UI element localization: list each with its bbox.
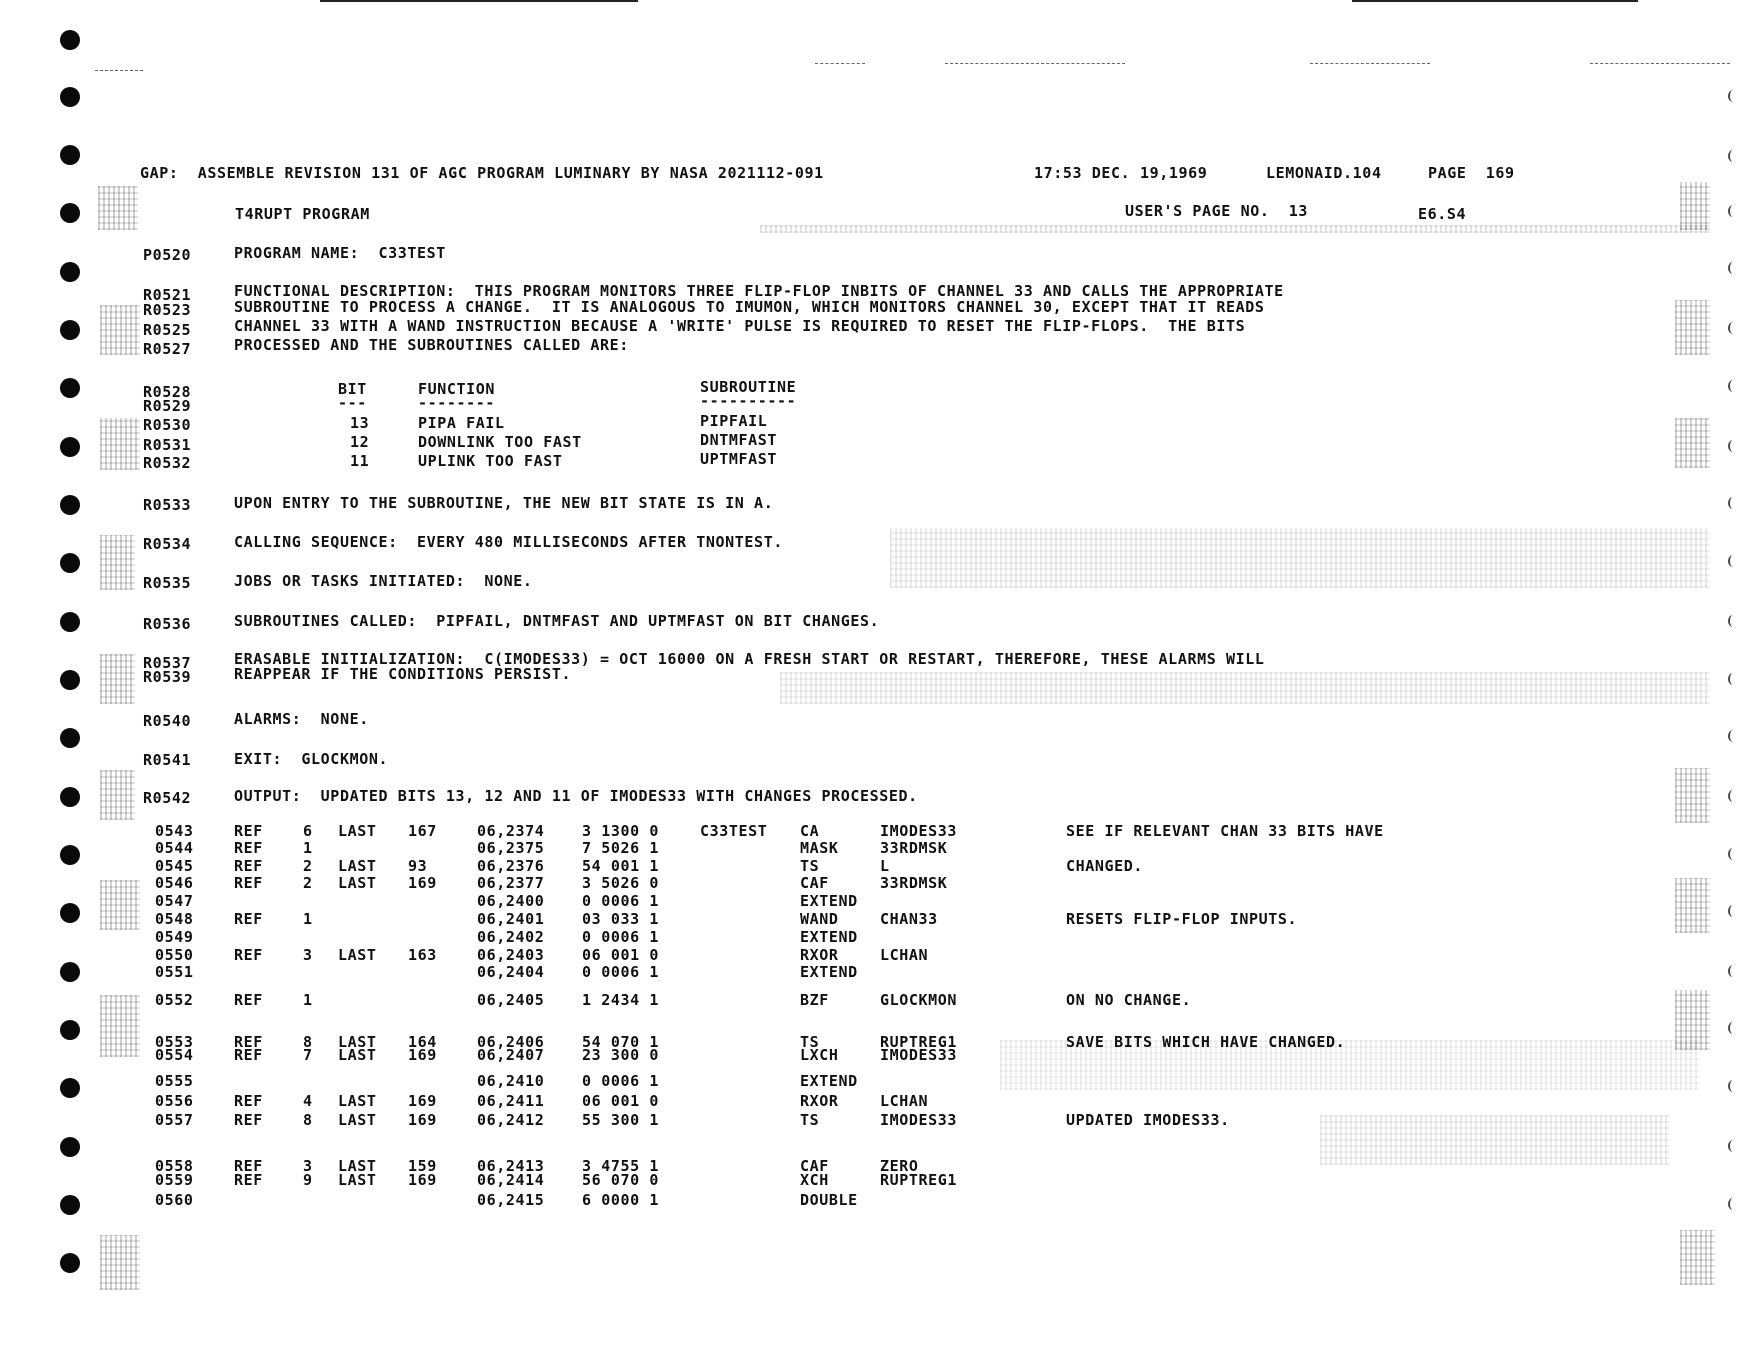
edge-mark bbox=[1728, 90, 1738, 102]
edge-mark bbox=[1728, 262, 1738, 274]
subroutine-value: PIPFAIL bbox=[700, 412, 768, 430]
listing-last-page: 169 bbox=[408, 1111, 437, 1129]
bit-value: 12 bbox=[350, 433, 370, 451]
listing-last: LAST bbox=[338, 822, 377, 840]
line-id: R0530 bbox=[143, 416, 192, 434]
scan-noise bbox=[1320, 1115, 1670, 1165]
listing-octal-code: 06 001 0 bbox=[582, 1092, 660, 1110]
listing-opcode: RXOR bbox=[800, 1092, 839, 1110]
line-id: P0520 bbox=[143, 246, 192, 264]
listing-opcode: TS bbox=[800, 857, 820, 875]
listing-ref-count: 4 bbox=[303, 1092, 313, 1110]
listing-address: 06,2404 bbox=[477, 963, 545, 981]
edge-mark bbox=[1728, 440, 1738, 452]
line-id: R0537 bbox=[143, 654, 192, 672]
listing-ref-count: 1 bbox=[303, 910, 313, 928]
top-rule-left bbox=[320, 0, 638, 2]
listing-address: 06,2400 bbox=[477, 892, 545, 910]
subroutine-header-rule: ---------- bbox=[700, 392, 797, 410]
listing-opcode: TS bbox=[800, 1111, 820, 1129]
section-id: E6.S4 bbox=[1418, 205, 1467, 223]
note-text: OUTPUT: UPDATED BITS 13, 12 AND 11 OF IMODES33 WITH CHANGES PROCESSED. bbox=[234, 787, 918, 805]
listing-octal-code: 23 300 0 bbox=[582, 1046, 660, 1064]
subroutine-value: DNTMFAST bbox=[700, 431, 778, 449]
listing-octal-code: 6 0000 1 bbox=[582, 1191, 660, 1209]
listing-operand: IMODES33 bbox=[880, 1046, 958, 1064]
listing-ref: REF bbox=[234, 1046, 263, 1064]
listing-ref-count: 7 bbox=[303, 1046, 313, 1064]
punch-hole bbox=[60, 845, 80, 865]
dash-4 bbox=[1310, 63, 1430, 64]
line-id: R0532 bbox=[143, 454, 192, 472]
listing-line-number: 0543 bbox=[155, 822, 194, 840]
punch-hole bbox=[60, 437, 80, 457]
function-column-header: FUNCTION bbox=[418, 380, 496, 398]
edge-mark bbox=[1728, 1080, 1738, 1092]
listing-octal-code: 54 070 1 bbox=[582, 1033, 660, 1051]
line-id: R0540 bbox=[143, 712, 192, 730]
listing-ref: REF bbox=[234, 1157, 263, 1175]
listing-last-page: 167 bbox=[408, 822, 437, 840]
listing-octal-code: 0 0006 1 bbox=[582, 1072, 660, 1090]
bit-header-rule: --- bbox=[338, 394, 367, 412]
bit-value: 13 bbox=[350, 414, 370, 432]
listing-operand: L bbox=[880, 857, 890, 875]
punch-hole bbox=[60, 1137, 80, 1157]
listing-ref-count: 1 bbox=[303, 839, 313, 857]
listing-line-number: 0547 bbox=[155, 892, 194, 910]
line-id: R0536 bbox=[143, 615, 192, 633]
listing-ref-count: 6 bbox=[303, 822, 313, 840]
listing-octal-code: 1 2434 1 bbox=[582, 991, 660, 1009]
scan-noise bbox=[760, 225, 1710, 233]
scan-noise bbox=[1675, 418, 1710, 468]
listing-octal-code: 0 0006 1 bbox=[582, 928, 660, 946]
scan-noise bbox=[1675, 878, 1710, 933]
listing-line-number: 0545 bbox=[155, 857, 194, 875]
edge-mark bbox=[1728, 497, 1738, 509]
listing-opcode: CA bbox=[800, 822, 820, 840]
listing-opcode: CAF bbox=[800, 874, 829, 892]
punch-hole bbox=[60, 1020, 80, 1040]
comment-text: FUNCTIONAL DESCRIPTION: THIS PROGRAM MONITORS THREE FLIP-FLOP INBITS OF CHANNEL 33 AND CALLS THE APPROPRIATE bbox=[234, 282, 1284, 300]
punch-hole bbox=[60, 728, 80, 748]
scan-noise bbox=[780, 672, 1710, 704]
listing-opcode: XCH bbox=[800, 1171, 829, 1189]
line-id: R0527 bbox=[143, 340, 192, 358]
bit-value: 11 bbox=[350, 452, 370, 470]
listing-last: LAST bbox=[338, 1157, 377, 1175]
punch-hole bbox=[60, 320, 80, 340]
listing-ref: REF bbox=[234, 1033, 263, 1051]
listing-last-page: 164 bbox=[408, 1033, 437, 1051]
listing-ref: REF bbox=[234, 857, 263, 875]
edge-mark bbox=[1728, 790, 1738, 802]
edge-mark bbox=[1728, 730, 1738, 742]
punch-hole bbox=[60, 1078, 80, 1098]
listing-operand: ZERO bbox=[880, 1157, 919, 1175]
listing-line-number: 0559 bbox=[155, 1171, 194, 1189]
edge-mark bbox=[1728, 1022, 1738, 1034]
listing-address: 06,2403 bbox=[477, 946, 545, 964]
assembly-header-title: GAP: ASSEMBLE REVISION 131 OF AGC PROGRAM LUMINARY BY NASA 2021112-091 bbox=[140, 164, 824, 182]
listing-address: 06,2377 bbox=[477, 874, 545, 892]
listing-line-number: 0556 bbox=[155, 1092, 194, 1110]
listing-address: 06,2402 bbox=[477, 928, 545, 946]
scan-noise bbox=[100, 1235, 140, 1290]
listing-ref-count: 1 bbox=[303, 991, 313, 1009]
listing-address: 06,2414 bbox=[477, 1171, 545, 1189]
listing-address: 06,2406 bbox=[477, 1033, 545, 1051]
edge-mark bbox=[1728, 615, 1738, 627]
line-id: R0539 bbox=[143, 668, 192, 686]
dash-3 bbox=[945, 63, 1125, 64]
comment-text: CHANNEL 33 WITH A WAND INSTRUCTION BECAUSE A 'WRITE' PULSE IS REQUIRED TO RESET THE FLIP-FLOPS. THE BITS bbox=[234, 317, 1246, 335]
scan-noise bbox=[1675, 768, 1710, 823]
scan-noise bbox=[100, 770, 135, 820]
edge-mark bbox=[1728, 905, 1738, 917]
listing-last-page: 169 bbox=[408, 1092, 437, 1110]
listing-last: LAST bbox=[338, 1171, 377, 1189]
listing-last: LAST bbox=[338, 874, 377, 892]
listing-ref-count: 3 bbox=[303, 1157, 313, 1175]
listing-address: 06,2407 bbox=[477, 1046, 545, 1064]
listing-opcode: LXCH bbox=[800, 1046, 839, 1064]
note-text: ERASABLE INITIALIZATION: C(IMODES33) = OCT 16000 ON A FRESH START OR RESTART, THEREFORE, THESE ALARMS WILL bbox=[234, 650, 1265, 668]
note-text: EXIT: GLOCKMON. bbox=[234, 750, 389, 768]
line-id: R0528 bbox=[143, 383, 192, 401]
punch-hole bbox=[60, 962, 80, 982]
listing-ref: REF bbox=[234, 1171, 263, 1189]
listing-operand: RUPTREG1 bbox=[880, 1033, 958, 1051]
listing-ref-count: 2 bbox=[303, 874, 313, 892]
listing-last: LAST bbox=[338, 946, 377, 964]
listing-line-number: 0558 bbox=[155, 1157, 194, 1175]
line-id: R0523 bbox=[143, 301, 192, 319]
line-id: R0534 bbox=[143, 535, 192, 553]
listing-octal-code: 0 0006 1 bbox=[582, 892, 660, 910]
listing-opcode: TS bbox=[800, 1033, 820, 1051]
listing-address: 06,2412 bbox=[477, 1111, 545, 1129]
listing-comment: SAVE BITS WHICH HAVE CHANGED. bbox=[1066, 1033, 1346, 1051]
listing-last: LAST bbox=[338, 1046, 377, 1064]
listing-ref-count: 8 bbox=[303, 1033, 313, 1051]
listing-opcode: DOUBLE bbox=[800, 1191, 858, 1209]
listing-last: LAST bbox=[338, 1092, 377, 1110]
listing-operand: RUPTREG1 bbox=[880, 1171, 958, 1189]
listing-line-number: 0548 bbox=[155, 910, 194, 928]
note-text: REAPPEAR IF THE CONDITIONS PERSIST. bbox=[234, 665, 572, 683]
listing-ref-count: 9 bbox=[303, 1171, 313, 1189]
listing-ref: REF bbox=[234, 839, 263, 857]
listing-octal-code: 3 4755 1 bbox=[582, 1157, 660, 1175]
listing-opcode: CAF bbox=[800, 1157, 829, 1175]
punch-hole bbox=[60, 203, 80, 223]
listing-line-number: 0555 bbox=[155, 1072, 194, 1090]
listing-address: 06,2401 bbox=[477, 910, 545, 928]
edge-mark bbox=[1728, 380, 1738, 392]
line-id: R0541 bbox=[143, 751, 192, 769]
listing-octal-code: 3 1300 0 bbox=[582, 822, 660, 840]
listing-address: 06,2375 bbox=[477, 839, 545, 857]
listing-line-number: 0544 bbox=[155, 839, 194, 857]
punch-hole bbox=[60, 1195, 80, 1215]
listing-last-page: 169 bbox=[408, 1046, 437, 1064]
listing-ref: REF bbox=[234, 874, 263, 892]
edge-mark bbox=[1728, 848, 1738, 860]
subroutine-column-header: SUBROUTINE bbox=[700, 378, 797, 396]
listing-line-number: 0552 bbox=[155, 991, 194, 1009]
scan-noise bbox=[100, 995, 140, 1057]
page-number: PAGE 169 bbox=[1428, 164, 1515, 182]
listing-address: 06,2413 bbox=[477, 1157, 545, 1175]
user-page-number: USER'S PAGE NO. 13 bbox=[1125, 202, 1308, 220]
function-value: DOWNLINK TOO FAST bbox=[418, 433, 582, 451]
dash-2 bbox=[815, 63, 865, 64]
listing-address: 06,2410 bbox=[477, 1072, 545, 1090]
listing-ref-count: 8 bbox=[303, 1111, 313, 1129]
line-id: R0525 bbox=[143, 321, 192, 339]
listing-opcode: EXTEND bbox=[800, 892, 858, 910]
listing-last-page: 163 bbox=[408, 946, 437, 964]
listing-operand: 33RDMSK bbox=[880, 839, 948, 857]
note-text: UPON ENTRY TO THE SUBROUTINE, THE NEW BIT STATE IS IN A. bbox=[234, 494, 774, 512]
scan-noise bbox=[1675, 300, 1710, 355]
listing-opcode: RXOR bbox=[800, 946, 839, 964]
listing-octal-code: 54 001 1 bbox=[582, 857, 660, 875]
top-rule-right bbox=[1352, 0, 1638, 2]
listing-opcode: EXTEND bbox=[800, 963, 858, 981]
listing-opcode: WAND bbox=[800, 910, 839, 928]
listing-ref: REF bbox=[234, 822, 263, 840]
scan-noise bbox=[890, 528, 1710, 588]
listing-address: 06,2405 bbox=[477, 991, 545, 1009]
listing-comment: SEE IF RELEVANT CHAN 33 BITS HAVE bbox=[1066, 822, 1384, 840]
listing-line-number: 0557 bbox=[155, 1111, 194, 1129]
listing-ref: REF bbox=[234, 910, 263, 928]
scan-noise bbox=[98, 186, 138, 230]
punch-hole bbox=[60, 262, 80, 282]
edge-mark bbox=[1728, 965, 1738, 977]
listing-operand: LCHAN bbox=[880, 946, 929, 964]
function-value: PIPA FAIL bbox=[418, 414, 505, 432]
listing-ref: REF bbox=[234, 1092, 263, 1110]
listing-last: LAST bbox=[338, 857, 377, 875]
listing-line-number: 0546 bbox=[155, 874, 194, 892]
listing-ref: REF bbox=[234, 946, 263, 964]
listing-comment: RESETS FLIP-FLOP INPUTS. bbox=[1066, 910, 1298, 928]
listing-line-number: 0560 bbox=[155, 1191, 194, 1209]
listing-operand: IMODES33 bbox=[880, 1111, 958, 1129]
punch-hole bbox=[60, 553, 80, 573]
punch-hole bbox=[60, 87, 80, 107]
listing-comment: UPDATED IMODES33. bbox=[1066, 1111, 1230, 1129]
listing-octal-code: 03 033 1 bbox=[582, 910, 660, 928]
line-id: R0535 bbox=[143, 574, 192, 592]
listing-address: 06,2411 bbox=[477, 1092, 545, 1110]
edge-mark bbox=[1728, 1198, 1738, 1210]
program-tag: T4RUPT PROGRAM bbox=[235, 205, 370, 223]
comment-text: PROGRAM NAME: C33TEST bbox=[234, 244, 446, 262]
listing-opcode: BZF bbox=[800, 991, 829, 1009]
listing-ref-count: 2 bbox=[303, 857, 313, 875]
edge-mark bbox=[1728, 150, 1738, 162]
note-text: SUBROUTINES CALLED: PIPFAIL, DNTMFAST AND UPTMFAST ON BIT CHANGES. bbox=[234, 612, 880, 630]
line-id: R0529 bbox=[143, 397, 192, 415]
assembly-timestamp: 17:53 DEC. 19,1969 bbox=[1034, 164, 1208, 182]
scan-noise bbox=[100, 880, 140, 930]
listing-octal-code: 7 5026 1 bbox=[582, 839, 660, 857]
listing-opcode: EXTEND bbox=[800, 928, 858, 946]
line-id: R0533 bbox=[143, 496, 192, 514]
listing-operand: CHAN33 bbox=[880, 910, 938, 928]
punch-hole bbox=[60, 903, 80, 923]
scan-noise bbox=[100, 535, 135, 590]
listing-address: 06,2376 bbox=[477, 857, 545, 875]
listing-ref: REF bbox=[234, 991, 263, 1009]
dash-5 bbox=[1590, 63, 1730, 64]
punch-hole bbox=[60, 145, 80, 165]
lemonaid-id: LEMONAID.104 bbox=[1266, 164, 1382, 182]
edge-mark bbox=[1728, 673, 1738, 685]
listing-operand: LCHAN bbox=[880, 1092, 929, 1110]
listing-comment: ON NO CHANGE. bbox=[1066, 991, 1192, 1009]
punch-hole bbox=[60, 495, 80, 515]
listing-operand: GLOCKMON bbox=[880, 991, 958, 1009]
comment-text: SUBROUTINE TO PROCESS A CHANGE. IT IS ANALOGOUS TO IMUMON, WHICH MONITORS CHANNEL 30, EXCEPT THAT IT READS bbox=[234, 298, 1265, 316]
note-text: CALLING SEQUENCE: EVERY 480 MILLISECONDS AFTER TNONTEST. bbox=[234, 533, 783, 551]
listing-line-number: 0549 bbox=[155, 928, 194, 946]
scan-noise bbox=[1680, 182, 1710, 230]
listing-operand: 33RDMSK bbox=[880, 874, 948, 892]
listing-octal-code: 06 001 0 bbox=[582, 946, 660, 964]
function-value: UPLINK TOO FAST bbox=[418, 452, 563, 470]
listing-last-page: 169 bbox=[408, 1171, 437, 1189]
line-id: R0542 bbox=[143, 789, 192, 807]
subroutine-value: UPTMFAST bbox=[700, 450, 778, 468]
listing-comment: CHANGED. bbox=[1066, 857, 1144, 875]
listing-octal-code: 55 300 1 bbox=[582, 1111, 660, 1129]
punch-hole bbox=[60, 612, 80, 632]
listing-address: 06,2415 bbox=[477, 1191, 545, 1209]
note-text: JOBS OR TASKS INITIATED: NONE. bbox=[234, 572, 533, 590]
listing-last-page: 169 bbox=[408, 874, 437, 892]
listing-line-number: 0550 bbox=[155, 946, 194, 964]
scan-noise bbox=[1680, 1230, 1715, 1285]
listing-octal-code: 3 5026 0 bbox=[582, 874, 660, 892]
edge-mark bbox=[1728, 322, 1738, 334]
edge-mark bbox=[1728, 1140, 1738, 1152]
listing-last: LAST bbox=[338, 1111, 377, 1129]
listing-octal-code: 56 070 0 bbox=[582, 1171, 660, 1189]
listing-line-number: 0554 bbox=[155, 1046, 194, 1064]
bit-column-header: BIT bbox=[338, 380, 367, 398]
punch-hole bbox=[60, 378, 80, 398]
listing-last-page: 159 bbox=[408, 1157, 437, 1175]
listing-opcode: EXTEND bbox=[800, 1072, 858, 1090]
listing-operand: IMODES33 bbox=[880, 822, 958, 840]
scan-noise bbox=[100, 305, 140, 355]
listing-address: 06,2374 bbox=[477, 822, 545, 840]
function-header-rule: -------- bbox=[418, 394, 496, 412]
punch-hole bbox=[60, 30, 80, 50]
punch-hole bbox=[60, 670, 80, 690]
line-id: R0521 bbox=[143, 286, 192, 304]
edge-mark bbox=[1728, 555, 1738, 567]
listing-opcode: MASK bbox=[800, 839, 839, 857]
comment-text: PROCESSED AND THE SUBROUTINES CALLED ARE: bbox=[234, 336, 629, 354]
line-id: R0531 bbox=[143, 436, 192, 454]
edge-mark bbox=[1728, 205, 1738, 217]
dash-1 bbox=[95, 70, 143, 71]
listing-ref: REF bbox=[234, 1111, 263, 1129]
listing-ref-count: 3 bbox=[303, 946, 313, 964]
scan-noise bbox=[100, 654, 135, 704]
note-text: ALARMS: NONE. bbox=[234, 710, 369, 728]
listing-line-number: 0551 bbox=[155, 963, 194, 981]
listing-label: C33TEST bbox=[700, 822, 768, 840]
listing-last: LAST bbox=[338, 1033, 377, 1051]
listing-octal-code: 0 0006 1 bbox=[582, 963, 660, 981]
listing-last-page: 93 bbox=[408, 857, 428, 875]
listing-line-number: 0553 bbox=[155, 1033, 194, 1051]
scan-noise bbox=[100, 418, 140, 470]
punch-hole bbox=[60, 787, 80, 807]
punch-hole bbox=[60, 1253, 80, 1273]
